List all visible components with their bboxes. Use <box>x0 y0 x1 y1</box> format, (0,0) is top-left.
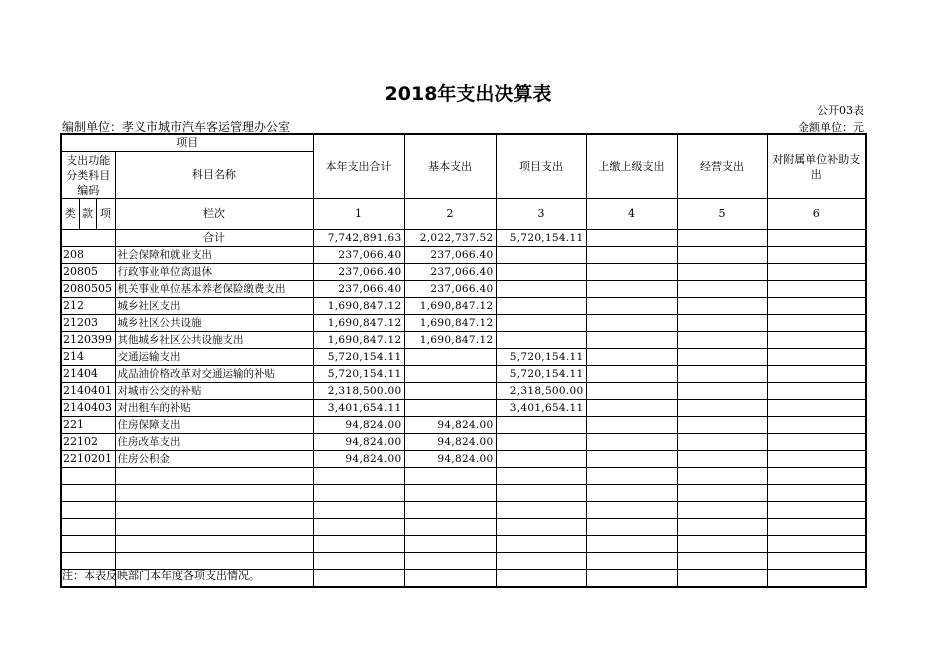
row-business <box>677 400 767 417</box>
row-project <box>496 451 586 468</box>
table-row <box>61 281 866 298</box>
row-business <box>677 315 767 332</box>
empty-row <box>61 468 866 485</box>
row-basic: 94,824.00 <box>404 434 496 451</box>
row-business <box>677 383 767 400</box>
table-row <box>61 315 866 332</box>
row-upper <box>586 247 677 264</box>
page-title: 2018年支出决算表 <box>384 83 552 105</box>
footnote: 注：本表反映部门本年度各项支出情况。 <box>62 569 260 582</box>
row-upper <box>586 349 677 366</box>
row-subject-name: 城乡社区公共设施 <box>115 315 313 332</box>
row-subsidy <box>767 451 866 468</box>
header-basic: 基本支出 <box>404 134 496 199</box>
row-code: 2080505 <box>61 281 115 298</box>
row-basic <box>404 366 496 383</box>
row-basic <box>404 400 496 417</box>
row-project <box>496 332 586 349</box>
row-subject-name: 成品油价格改革对交通运输的补贴 <box>115 366 313 383</box>
total-amount: 7,742,891.63 <box>313 230 404 247</box>
row-total: 5,720,154.11 <box>313 349 404 366</box>
row-upper <box>586 315 677 332</box>
row-subsidy <box>767 366 866 383</box>
row-subsidy <box>767 417 866 434</box>
col-num: 5 <box>677 199 767 230</box>
header-xiang: 项 <box>96 199 115 230</box>
row-upper <box>586 417 677 434</box>
header-subsidy: 对附属单位补助支出 <box>767 134 866 199</box>
row-subsidy <box>767 332 866 349</box>
total-row <box>61 230 866 247</box>
row-project <box>496 298 586 315</box>
row-upper <box>586 383 677 400</box>
total-project: 5,720,154.11 <box>496 230 586 247</box>
empty-row <box>61 502 866 519</box>
row-project: 2,318,500.00 <box>496 383 586 400</box>
row-total: 3,401,654.11 <box>313 400 404 417</box>
row-subsidy <box>767 247 866 264</box>
row-code: 212 <box>61 298 115 315</box>
row-basic <box>404 383 496 400</box>
header-row-1 <box>61 134 866 152</box>
row-code: 2120399 <box>61 332 115 349</box>
col-num: 3 <box>496 199 586 230</box>
table-row <box>61 366 866 383</box>
table-row <box>61 434 866 451</box>
header-upper: 上缴上级支出 <box>586 134 677 199</box>
row-upper <box>586 281 677 298</box>
form-number: 公开03表 <box>817 104 864 117</box>
row-business <box>677 417 767 434</box>
row-total: 1,690,847.12 <box>313 315 404 332</box>
row-basic: 94,824.00 <box>404 417 496 434</box>
header-subject-name: 科目名称 <box>115 152 313 199</box>
row-upper <box>586 451 677 468</box>
row-code: 21203 <box>61 315 115 332</box>
row-code: 21404 <box>61 366 115 383</box>
row-total: 1,690,847.12 <box>313 298 404 315</box>
empty-row <box>61 519 866 536</box>
row-basic: 94,824.00 <box>404 451 496 468</box>
row-subsidy <box>767 298 866 315</box>
header-kuan: 款 <box>79 199 96 230</box>
row-project: 5,720,154.11 <box>496 349 586 366</box>
row-subsidy <box>767 264 866 281</box>
row-subject-name: 住房公积金 <box>115 451 313 468</box>
row-code: 221 <box>61 417 115 434</box>
row-project: 3,401,654.11 <box>496 400 586 417</box>
header-func-code: 支出功能分类科目编码 <box>61 152 115 199</box>
empty-row <box>61 485 866 502</box>
row-code: 20805 <box>61 264 115 281</box>
row-business <box>677 332 767 349</box>
row-total: 2,318,500.00 <box>313 383 404 400</box>
row-project: 5,720,154.11 <box>496 366 586 383</box>
row-subject-name: 其他城乡社区公共设施支出 <box>115 332 313 349</box>
header-lei: 类 <box>61 199 79 230</box>
table-row <box>61 417 866 434</box>
row-code: 214 <box>61 349 115 366</box>
row-subject-name: 社会保障和就业支出 <box>115 247 313 264</box>
header-business: 经营支出 <box>677 134 767 199</box>
row-project <box>496 247 586 264</box>
row-total: 94,824.00 <box>313 417 404 434</box>
expenditure-table <box>60 133 867 588</box>
row-code: 2140401 <box>61 383 115 400</box>
row-subject-name: 城乡社区支出 <box>115 298 313 315</box>
row-project <box>496 434 586 451</box>
row-total: 94,824.00 <box>313 451 404 468</box>
row-basic: 1,690,847.12 <box>404 315 496 332</box>
row-upper <box>586 298 677 315</box>
row-business <box>677 264 767 281</box>
row-upper <box>586 366 677 383</box>
row-total: 1,690,847.12 <box>313 332 404 349</box>
total-label: 合计 <box>115 230 313 247</box>
row-code: 2210201 <box>61 451 115 468</box>
row-subject-name: 对出租车的补贴 <box>115 400 313 417</box>
row-subsidy <box>767 281 866 298</box>
row-business <box>677 349 767 366</box>
row-subject-name: 住房保障支出 <box>115 417 313 434</box>
header-project-expense: 项目支出 <box>496 134 586 199</box>
row-code: 22102 <box>61 434 115 451</box>
row-subject-name: 对城市公交的补贴 <box>115 383 313 400</box>
row-code: 208 <box>61 247 115 264</box>
total-basic: 2,022,737.52 <box>404 230 496 247</box>
row-subsidy <box>767 383 866 400</box>
row-upper <box>586 264 677 281</box>
row-basic: 237,066.40 <box>404 247 496 264</box>
row-total: 5,720,154.11 <box>313 366 404 383</box>
header-row-index <box>61 199 866 230</box>
table-row <box>61 264 866 281</box>
table-row <box>61 451 866 468</box>
row-subject-name: 机关事业单位基本养老保险缴费支出 <box>115 281 313 298</box>
row-total: 94,824.00 <box>313 434 404 451</box>
row-upper <box>586 400 677 417</box>
row-subsidy <box>767 434 866 451</box>
table-row <box>61 349 866 366</box>
table-row <box>61 400 866 417</box>
row-total: 237,066.40 <box>313 247 404 264</box>
col-num: 6 <box>767 199 866 230</box>
row-total: 237,066.40 <box>313 264 404 281</box>
row-subject-name: 行政事业单位离退休 <box>115 264 313 281</box>
row-project <box>496 264 586 281</box>
empty-row <box>61 536 866 553</box>
row-basic: 237,066.40 <box>404 264 496 281</box>
row-basic <box>404 349 496 366</box>
row-upper <box>586 434 677 451</box>
col-num: 2 <box>404 199 496 230</box>
row-business <box>677 366 767 383</box>
row-project <box>496 417 586 434</box>
compiling-unit: 编制单位：孝义市城市汽车客运管理办公室 <box>62 120 291 134</box>
row-basic: 237,066.40 <box>404 281 496 298</box>
row-project <box>496 281 586 298</box>
row-subject-name: 住房改革支出 <box>115 434 313 451</box>
header-col-index-label: 栏次 <box>115 199 313 230</box>
row-subsidy <box>767 400 866 417</box>
table-row <box>61 383 866 400</box>
row-total: 237,066.40 <box>313 281 404 298</box>
row-business <box>677 247 767 264</box>
row-upper <box>586 332 677 349</box>
col-num: 4 <box>586 199 677 230</box>
row-subsidy <box>767 349 866 366</box>
row-subsidy <box>767 315 866 332</box>
table-row <box>61 298 866 315</box>
row-basic: 1,690,847.12 <box>404 332 496 349</box>
header-total: 本年支出合计 <box>313 134 404 199</box>
row-basic: 1,690,847.12 <box>404 298 496 315</box>
header-project: 项目 <box>61 134 313 152</box>
row-business <box>677 434 767 451</box>
row-project <box>496 315 586 332</box>
row-business <box>677 281 767 298</box>
row-code: 2140403 <box>61 400 115 417</box>
row-business <box>677 451 767 468</box>
table-row <box>61 332 866 349</box>
row-subject-name: 交通运输支出 <box>115 349 313 366</box>
table-row <box>61 247 866 264</box>
col-num: 1 <box>313 199 404 230</box>
money-unit: 金额单位：元 <box>798 121 864 134</box>
row-business <box>677 298 767 315</box>
